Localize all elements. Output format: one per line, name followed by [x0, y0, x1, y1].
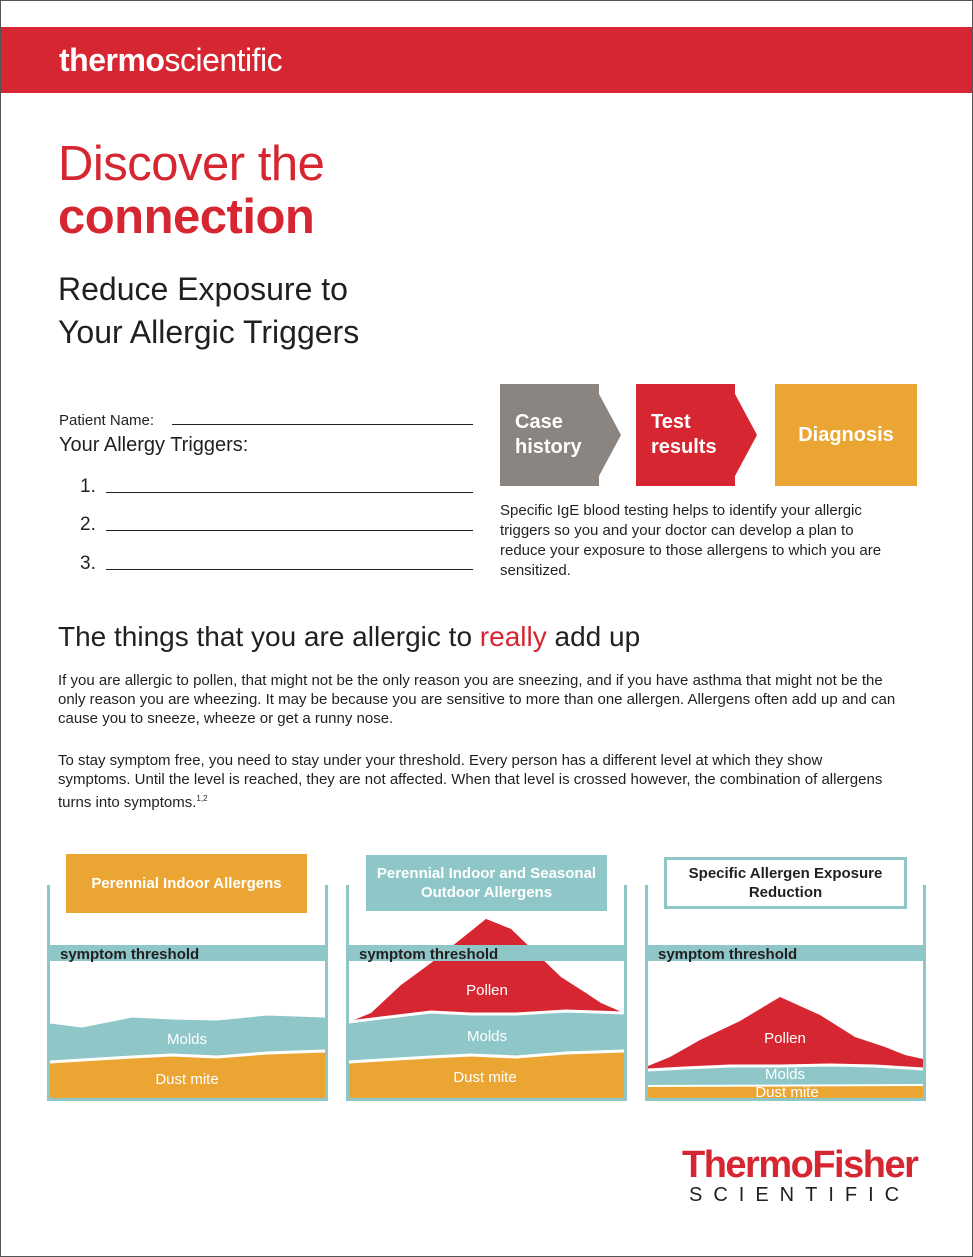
flow-step-case-history	[500, 384, 599, 486]
heading-highlight: really	[479, 621, 547, 652]
flow-step-diagnosis: Diagnosis	[775, 384, 917, 486]
page-title-line1: Discover the	[58, 137, 325, 191]
molds-label: Molds	[764, 1066, 806, 1083]
paragraph-1: If you are allergic to pollen, that might not be the only reason you are sneezing, and if you have asthma that might not be the only reason you are wheezing. It may be because you are sensitive to more than one allergen. Allergens often add up and can cause you to sneeze, wheeze or get a runny nose.	[58, 672, 896, 727]
trigger-field-2[interactable]	[106, 530, 473, 531]
brand-logo	[59, 42, 282, 79]
flow-step-1-line2: history	[515, 436, 582, 458]
molds-label: Molds	[166, 1031, 208, 1048]
molds-label: Molds	[466, 1028, 508, 1045]
panel-3-frame	[645, 885, 926, 1101]
brand-light: scientific	[164, 42, 283, 78]
flow-arrow-icon	[599, 394, 621, 476]
flow-step-test-results	[636, 384, 735, 486]
trigger-field-1[interactable]	[106, 492, 473, 493]
ige-description: Specific IgE blood testing helps to identify your allergic triggers so you and your doctor can develop a plan to reduce your exposure to those allergens to which you are sensitized.	[500, 502, 882, 579]
page-subtitle	[58, 268, 458, 354]
subtitle-line2: Your Allergic Triggers	[58, 314, 360, 350]
paragraph-2	[58, 751, 898, 812]
triggers-label: Your Allergy Triggers:	[59, 434, 249, 456]
heading-part2: add up	[546, 621, 641, 652]
threshold-label: symptom threshold	[359, 946, 499, 963]
trigger-number-3: 3.	[80, 553, 96, 574]
panel-1-title: Perennial Indoor Allergens	[66, 854, 307, 913]
thermofisher-logo-subtitle: SCIENTIFIC	[689, 1184, 911, 1206]
trigger-number-2: 2.	[80, 514, 96, 535]
reference-superscript: 1,2	[196, 794, 208, 803]
flow-arrow-icon	[735, 394, 757, 476]
trigger-field-3[interactable]	[106, 569, 473, 570]
pollen-label: Pollen	[466, 982, 508, 999]
dust-mite-label: Dust mite	[453, 1069, 517, 1086]
panel-2-title: Perennial Indoor and Seasonal Outdoor Allergens	[366, 855, 607, 911]
pollen-label: Pollen	[764, 1030, 806, 1047]
panel-3-title: Specific Allergen Exposure Reduction	[664, 857, 907, 909]
trigger-number-1: 1.	[80, 476, 96, 497]
brand-bold: thermo	[59, 42, 165, 78]
flow-step-2-line2: results	[651, 436, 717, 458]
flow-step-1-line1: Case	[515, 411, 563, 433]
subtitle-line1: Reduce Exposure to	[58, 271, 348, 307]
panel-2-frame	[346, 885, 627, 1101]
threshold-label: symptom threshold	[60, 946, 200, 963]
panel-1-frame	[47, 885, 328, 1101]
dust-mite-label: Dust mite	[155, 1071, 219, 1088]
threshold-label: symptom threshold	[658, 946, 798, 963]
flow-step-2-line1: Test	[651, 411, 691, 433]
page-title-line2: connection	[58, 190, 315, 244]
section-heading	[58, 621, 640, 653]
heading-part1: The things that you are allergic to	[58, 621, 480, 652]
paragraph-2-text: To stay symptom free, you need to stay under your threshold. Every person has a different level at which they show symptoms. Until the level is reached, they are not affected. When that level is crossed however, the combination of allergens turns into symptoms.	[58, 752, 883, 811]
dust-mite-label: Dust mite	[755, 1084, 819, 1101]
thermofisher-logo: ThermoFisher	[682, 1144, 918, 1186]
patient-name-field[interactable]	[172, 424, 473, 425]
patient-name-label: Patient Name:	[59, 412, 155, 429]
